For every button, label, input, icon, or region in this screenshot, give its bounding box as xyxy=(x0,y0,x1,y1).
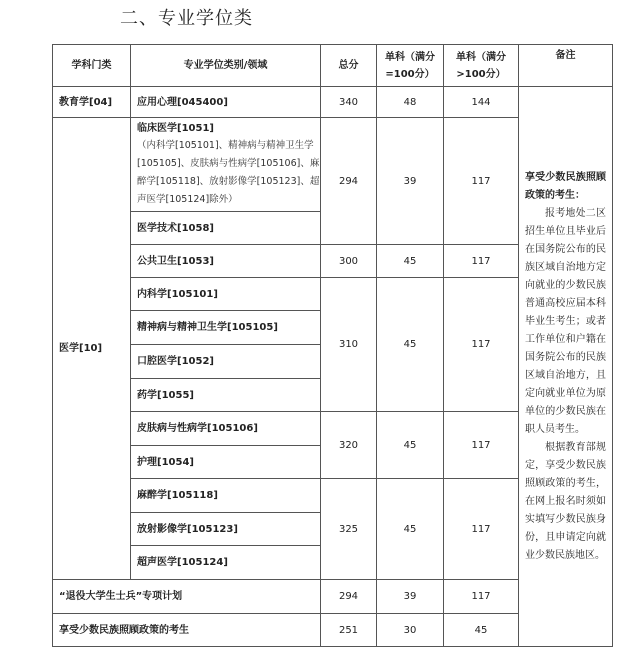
total-cell: 300 xyxy=(321,245,377,278)
single-100-cell: 39 xyxy=(377,118,444,245)
total-cell: 320 xyxy=(321,412,377,479)
single-over100-cell: 144 xyxy=(444,87,519,118)
type-cell: 医学技术[1058] xyxy=(131,212,321,245)
remark-paragraph-1: 报考地处二区招生单位且毕业后在国务院公布的民族区域自治地方定向就业的少数民族普通高校应届本科毕业生考生；或者工作单位和户籍在国务院公布的民族区域自治地方，且定向就业单位为原单位的少数民族在职人员考生。 xyxy=(525,207,606,435)
type-cell: 超声医学[105124] xyxy=(131,546,321,580)
type-cell: 内科学[105101] xyxy=(131,278,321,311)
single-over100-cell: 117 xyxy=(444,479,519,580)
single-over100-cell: 45 xyxy=(444,614,519,647)
type-cell: 药学[1055] xyxy=(131,379,321,412)
header-type: 专业学位类别/领域 xyxy=(131,45,321,87)
remark-heading: 享受少数民族照顾政策的考生： xyxy=(525,171,606,201)
type-cell: 放射影像学[105123] xyxy=(131,513,321,546)
single-over100-cell: 117 xyxy=(444,580,519,614)
type-cell: 护理[1054] xyxy=(131,446,321,479)
total-cell: 340 xyxy=(321,87,377,118)
single-100-cell: 39 xyxy=(377,580,444,614)
header-single-over100: 单科（满分>100分） xyxy=(444,45,519,87)
single-100-cell: 30 xyxy=(377,614,444,647)
table-row xyxy=(53,87,613,118)
table-header-row xyxy=(53,45,613,87)
remark-cell xyxy=(519,87,613,647)
type-cell: 皮肤病与性病学[105106] xyxy=(131,412,321,446)
single-100-cell: 45 xyxy=(377,278,444,412)
special-plan-cell: “退役大学生士兵”专项计划 xyxy=(53,580,321,614)
single-100-cell: 45 xyxy=(377,245,444,278)
single-over100-cell: 117 xyxy=(444,278,519,412)
type-cell: 口腔医学[1052] xyxy=(131,345,321,379)
total-cell: 294 xyxy=(321,118,377,245)
type-cell: 应用心理[045400] xyxy=(131,87,321,118)
total-cell: 310 xyxy=(321,278,377,412)
category-cell: 教育学[04] xyxy=(53,87,131,118)
single-100-cell: 48 xyxy=(377,87,444,118)
single-over100-cell: 117 xyxy=(444,412,519,479)
minority-cell: 享受少数民族照顾政策的考生 xyxy=(53,614,321,647)
header-single-100: 单科（满分=100分） xyxy=(377,45,444,87)
single-over100-cell: 117 xyxy=(444,245,519,278)
header-category: 学科门类 xyxy=(53,45,131,87)
header-total: 总分 xyxy=(321,45,377,87)
type-cell xyxy=(131,118,321,212)
type-cell: 麻醉学[105118] xyxy=(131,479,321,513)
single-over100-cell: 117 xyxy=(444,118,519,245)
category-cell: 医学[10] xyxy=(53,118,131,580)
type-label: 临床医学[1051] xyxy=(137,122,214,134)
type-note: （内科学[105101]、精神病与精神卫生学[105105]、皮肤病与性病学[105106]、麻醉学[105118]、放射影像学[105123]、超声医学[105124]除外） xyxy=(137,139,320,206)
header-remark: 备注 xyxy=(519,45,613,87)
type-cell: 精神病与精神卫生学[105105] xyxy=(131,311,321,345)
single-100-cell: 45 xyxy=(377,412,444,479)
remark-paragraph-2: 根据教育部规定，享受少数民族照顾政策的考生，在网上报名时须如实填写少数民族身份，且申请定向就业少数民族地区。 xyxy=(525,441,606,561)
score-table xyxy=(52,44,613,647)
total-cell: 294 xyxy=(321,580,377,614)
total-cell: 251 xyxy=(321,614,377,647)
type-cell: 公共卫生[1053] xyxy=(131,245,321,278)
section-title: 二、专业学位类 xyxy=(120,8,253,29)
total-cell: 325 xyxy=(321,479,377,580)
single-100-cell: 45 xyxy=(377,479,444,580)
